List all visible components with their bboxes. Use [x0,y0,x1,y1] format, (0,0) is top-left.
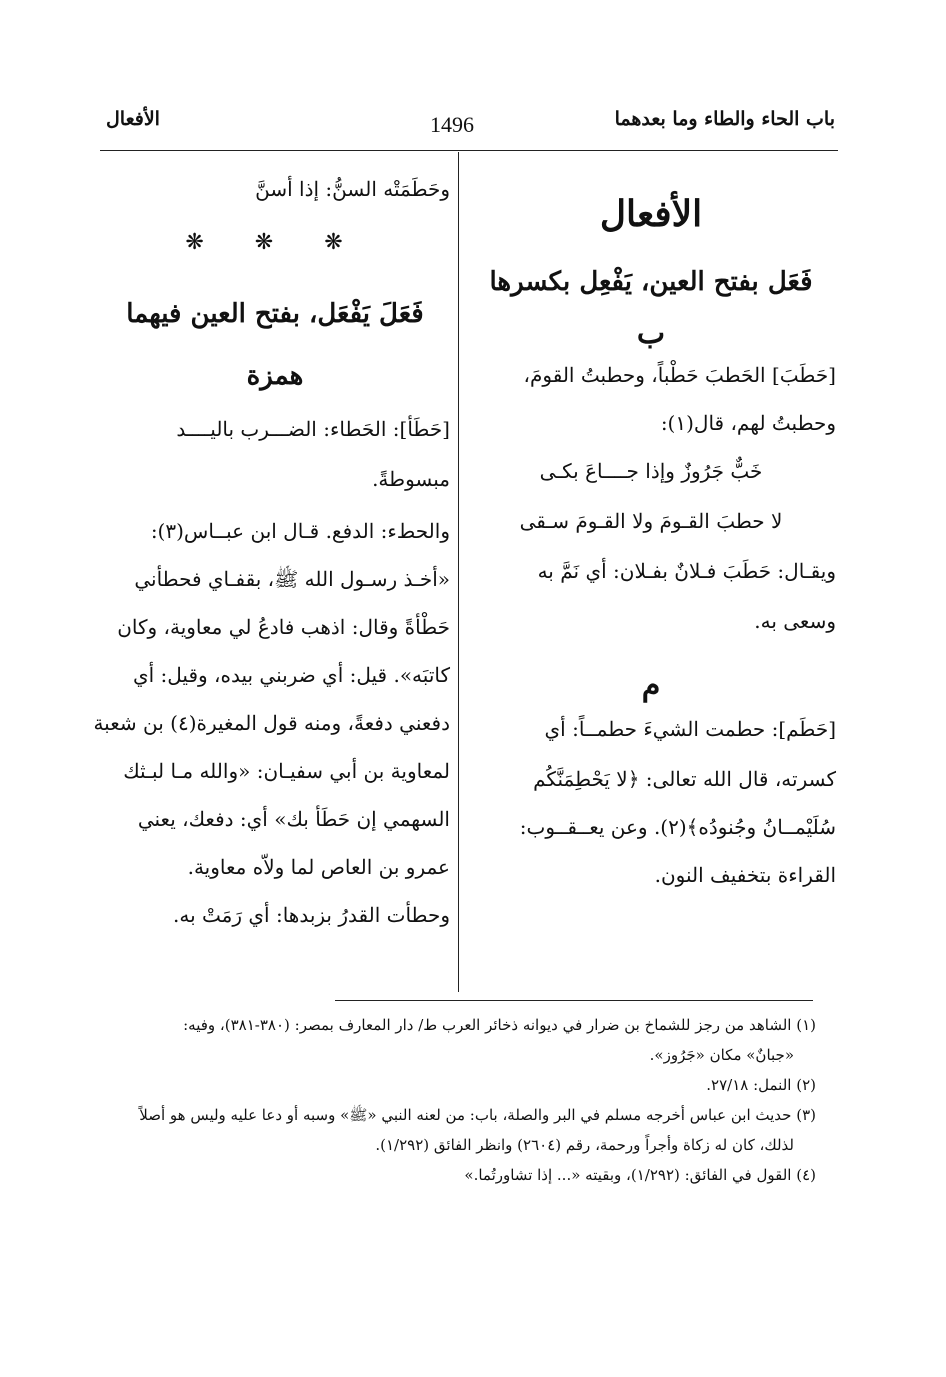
entry-hat-line-6: لمعاوية بن أبي سفيـان: «والله مـا لبـثك [123,759,450,783]
entry-hata-line-2: مبسوطةً. [372,467,450,491]
column-divider [458,152,459,992]
verse-line-2: لا حطبَ القـومَ ولا القـومَ سـقى [519,509,783,533]
section-separator-stars: ❋ ❋ ❋ [185,230,365,255]
entry-hat-line-5: دفعني دفعةً، ومنه قول المغيرة(٤) بن شعبة [93,711,450,735]
left-column-subtitle: فَعَلَ يَفْعَل، بفتح العين فيهما [126,299,424,329]
section-title: الأفعال [106,108,160,130]
entry-hatab-usage-line-2: وسعى به. [754,609,836,633]
verse-line-1: خَبٌّ جَرُوزٌ وإذا جــــاعَ بكـى [539,459,763,483]
entry-hatat-line: وحطأت القدرُ بزبدها: أي رَمَتْ به. [173,903,450,927]
footnotes [60,1010,816,1190]
footnote-2: (٢) النمل: ٢٧/١٨. [706,1076,816,1094]
entry-hatam-line-4: القراءة بتخفيف النون. [654,863,836,887]
hamza-heading: همزة [246,361,304,391]
entry-hata-line-1: [حَطَأ]: الحَطاء: الضـــرب باليــــد [176,417,450,441]
entry-hat-line-7: السهمي إن حَطَأ بك» أي: دفعك، يعني [137,807,450,831]
entry-hatab-line-1: [حَطَبَ] الحَطبَ حَطْباً، وحطبتُ القومَ، [523,363,836,387]
footnote-4: (٤) القول في الفائق: (١/٢٩٢)، وبقيته «... إذا تشاورتُما.» [464,1166,816,1184]
right-column [466,160,836,890]
right-column-subtitle: فَعَل بفتح العين، يَفْعِل بكسرها [489,267,813,297]
entry-hatab-line-2: وحطبتُ لهم، قال(١): [660,411,836,435]
entry-hat-line-8: عمرو بن العاص لما ولاّه معاوية. [187,855,450,879]
right-column-title: الأفعال [599,193,703,235]
letter-heading-ba: ب [636,316,666,351]
header-rule [100,150,838,151]
entry-hat-line-1: والحطء: الدفع. قـال ابن عبــاس(٣): [150,519,450,543]
entry-hatam-line-2: كسرته، قال الله تعالى: ﴿لا يَحْطِمَنَّكُم [533,767,836,791]
letter-heading-mim: م [641,668,661,703]
chapter-title: باب الحاء والطاء وما بعدهما [614,108,835,130]
entry-hat-line-3: حَطْأةً وقال: اذهب فادعُ لي معاوية، وكان [117,615,450,639]
footnote-1-line-2: «جبانٌ» مكان «جَرُوز». [649,1046,794,1064]
left-column [93,160,450,930]
entry-hat-line-2: «أخـذ رسـول الله ﷺ، بقفـاي فحطأني [134,567,450,591]
footnote-rule [335,1000,813,1001]
entry-hatam-line-1: [حَطَم]: حطمت الشيءَ حطمــاً: أي [544,717,836,741]
page-header [100,108,835,144]
entry-hatamathu-line: وحَطَمَتْه السنُّ: إذا أسنَّ [255,177,450,201]
entry-hatam-line-3: سُلَيْمــانُ وجُنودُه﴾(٢). وعن يعــقــوب: [519,815,836,839]
footnote-3-line-2: لذلك، كان له زكاة وأجراً ورحمة، رقم (٢٦٠٤) وانظر الفائق (١/٢٩٢). [375,1136,794,1154]
footnote-3-line-1: (٣) حديث ابن عباس أخرجه مسلم في البر والصلة، باب: من لعنه النبي «ﷺ» وسبه أو دعا عليه وليس هو أصلاً [139,1106,816,1124]
entry-hatab-usage-line-1: ويقـال: حَطَبَ فـلانٌ بفـلان: أي نَمَّ به [537,559,836,583]
entry-hat-line-4: كاتبَه». قيل: أي ضربني بيده، وقيل: أي [132,663,450,687]
footnote-1-line-1: (١) الشاهد من رجز للشماخ بن ضرار في ديوانه ذخائر العرب ط/ دار المعارف بمصر: (٣٨٠-٣٨١)، وفيه: [183,1016,816,1034]
page-number: 1496 [430,112,474,137]
